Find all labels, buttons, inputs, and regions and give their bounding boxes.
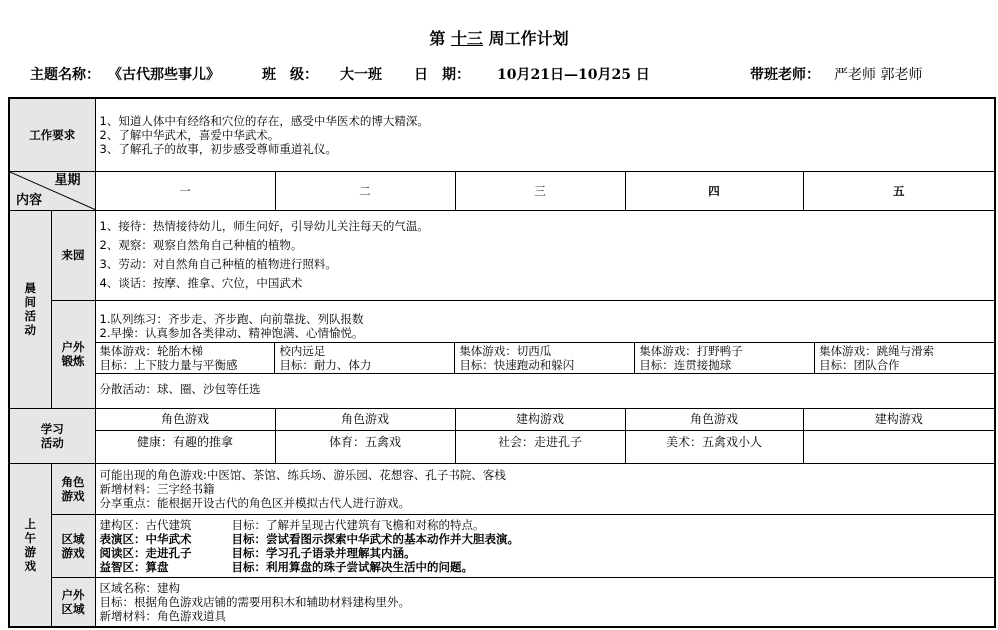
learning-activities-label: 学习活动 [9,408,95,463]
weekday-row [9,172,995,211]
area-row-puzzle: 益智区：算盘 目标：利用算盘的珠子尝试解决生活中的问题。 [99,560,473,575]
arrival-content [95,210,995,300]
role-play-line: 分享重点：能根据开设古代的角色区并模拟古代人进行游戏。 [99,496,410,511]
daily-game-thu: 集体游戏：打野鸭子 目标：连贯接抛球 [635,343,815,373]
page-title [0,26,998,49]
day-header-fri: 五 [803,172,995,211]
arrival-label: 来园 [51,210,95,300]
corner-cell [9,172,95,211]
outdoor-exercise-label: 户外锻炼 [51,300,95,408]
day-header-tue: 二 [275,172,455,211]
learning-tue: 角色游戏 体育：五禽戏 [275,408,455,463]
outdoor-area-row [9,578,995,627]
daily-game-mon: 集体游戏：轮胎木梯 目标：上下肢力量与平衡感 [96,343,276,373]
date-label: 日 期： [414,67,470,83]
outdoor-free-activity: 分散活动：球、圈、沙包等任选 [99,382,261,397]
area-row-reading: 阅读区：走进孔子 目标：学习孔子语录并理解其内涵。 [99,546,416,561]
theme-label: 主题名称： [30,67,100,83]
learning-row [9,408,995,463]
outdoor-area-line: 新增材料：角色游戏道具 [99,609,226,624]
daily-game-wed: 集体游戏：切西瓜 目标：快速跑动和躲闪 [455,343,635,373]
morning-activities-label: 晨间活动 [9,210,51,408]
teacher-label: 带班老师： [750,67,820,83]
outdoor-area-label: 户外区域 [51,578,95,627]
class-label: 班 级： [262,67,318,83]
outdoor-exercise-content [95,300,995,408]
weekly-plan-table [8,97,996,628]
arrival-item: 1、接待：热情接待幼儿，师生问好，引导幼儿关注每天的气温。 [99,219,429,234]
role-play-row [9,464,995,515]
arrival-item: 3、劳动：对自然角自己种植的植物进行照料。 [99,257,337,272]
learning-wed: 建构游戏 社会：走进孔子 [455,408,625,463]
am-games-label: 上午游戏 [9,464,51,627]
teacher-value: 严老师 郭老师 [834,67,923,83]
outdoor-general-item: 2.早操：认真参加各类律动、精神饱满、心情愉悦。 [99,326,364,341]
requirement-item: 1、知道人体中有经络和穴位的存在，感受中华医术的博大精深。 [99,114,429,128]
learning-thu: 角色游戏 美术：五禽戏小人 [625,408,803,463]
role-play-content [95,464,995,515]
arrival-item: 2、观察：观察自然角自己种植的植物。 [99,238,303,253]
area-games-label: 区域游戏 [51,515,95,578]
requirements-content [95,98,995,172]
daily-game-fri: 集体游戏：跳绳与滑索 目标：团队合作 [819,344,935,373]
date-value: 10月21日—10月25 日 [497,67,650,83]
corner-content-label: 内容 [16,192,43,208]
requirements-label: 工作要求 [9,98,95,172]
arrival-item: 4、谈话：按摩、推拿、穴位，中国武术 [99,276,303,291]
area-row-construction: 建构区：古代建筑 目标：了解并呈现古代建筑有飞檐和对称的特点。 [99,518,485,533]
outdoor-daily-games [96,343,995,374]
info-line [0,64,998,86]
morning-arrival-row [9,210,995,300]
outdoor-area-line: 区域名称：建构 [99,581,180,596]
theme-value: 《古代那些事儿》 [108,67,220,83]
outdoor-general-item: 1.队列练习：齐步走、齐步跑、向前靠拢、列队报数 [99,312,364,327]
class-value: 大一班 [340,67,382,83]
title-prefix: 第 [429,29,446,48]
role-play-label: 角色游戏 [51,464,95,515]
day-header-mon: 一 [95,172,275,211]
learning-fri: 建构游戏 [803,408,995,463]
requirements-row [9,98,995,172]
corner-weekday-label: 星期 [54,173,81,189]
day-header-thu: 四 [625,172,803,211]
daily-game-tue: 校内远足 目标：耐力、体力 [275,343,455,373]
learning-mon: 角色游戏 健康：有趣的推拿 [95,408,275,463]
morning-outdoor-row [9,300,995,408]
area-games-row [9,515,995,578]
requirement-item: 3、了解孔子的故事，初步感受尊师重道礼仪。 [99,142,337,156]
area-row-performance: 表演区：中华武术 目标：尝试看图示探索中华武术的基本动作并大胆表演。 [99,532,519,547]
outdoor-area-line: 目标：根据角色游戏店铺的需要用积木和辅助材料建构里外。 [99,595,410,610]
area-games-content [95,515,995,578]
requirement-item: 2、了解中华武术，喜爱中华武术。 [99,128,280,142]
outdoor-area-content [95,578,995,627]
role-play-line: 可能出现的角色游戏:中医馆、茶馆、练兵场、游乐园、花想容、孔子书院、客栈 [99,468,506,483]
title-week-number: 十三 [450,29,483,48]
title-suffix: 周工作计划 [488,29,569,48]
day-header-wed: 三 [455,172,625,211]
role-play-line: 新增材料：三字经书籍 [99,482,215,497]
